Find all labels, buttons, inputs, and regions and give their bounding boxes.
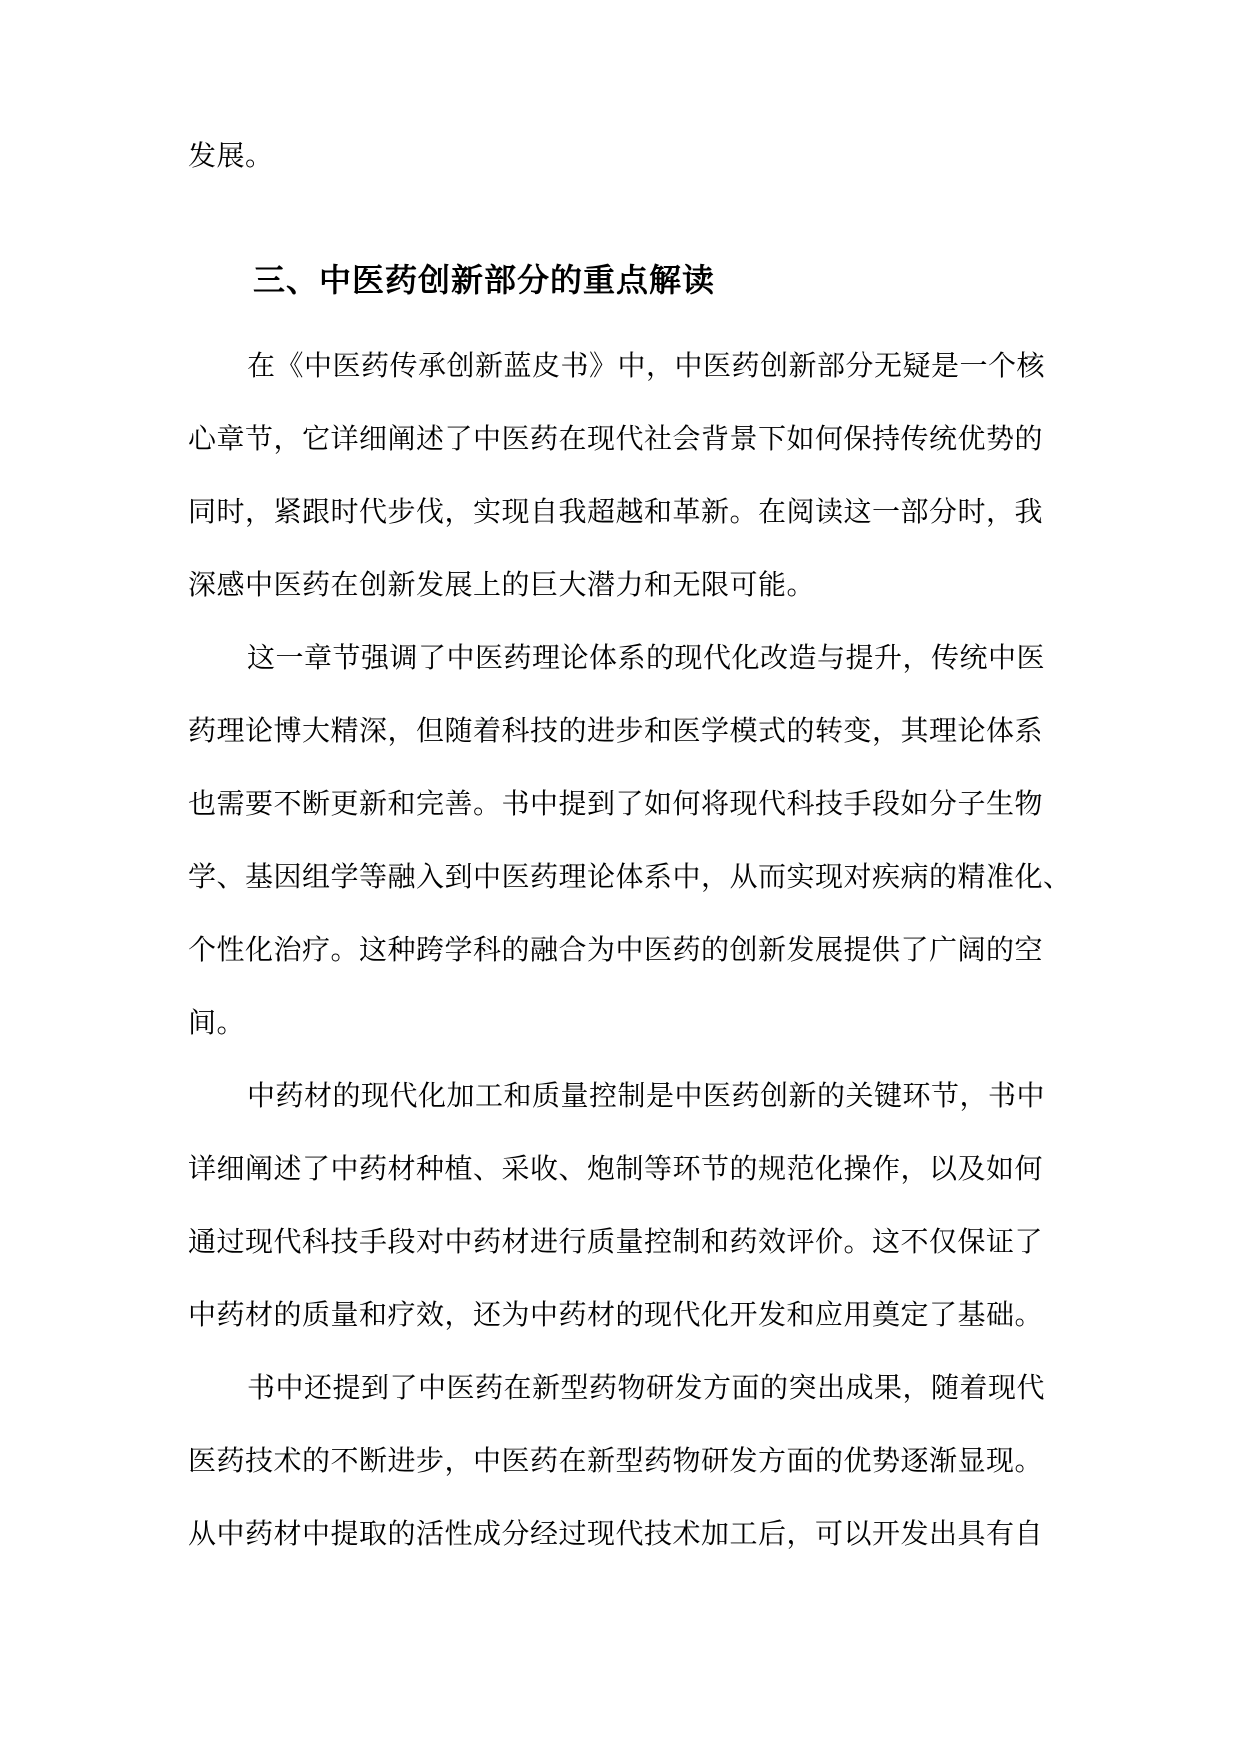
- paragraph-line: 心章节，它详细阐述了中医药在现代社会背景下如何保持传统优势的: [188, 422, 1044, 455]
- paragraph-line: 在《中医药传承创新蓝皮书》中，中医药创新部分无疑是一个核: [247, 349, 1046, 382]
- paragraph-line: 这一章节强调了中医药理论体系的现代化改造与提升，传统中医: [247, 641, 1046, 674]
- paragraph-line: 间。: [188, 1006, 246, 1039]
- paragraph-line: 从中药材中提取的活性成分经过现代技术加工后，可以开发出具有自: [188, 1517, 1044, 1550]
- paragraph-line: 书中还提到了中医药在新型药物研发方面的突出成果，随着现代: [247, 1371, 1046, 1404]
- text-line-top-fragment: 发展。: [188, 139, 274, 172]
- paragraph-line: 个性化治疗。这种跨学科的融合为中医药的创新发展提供了广阔的空: [188, 933, 1044, 966]
- paragraph-line: 中药材的质量和疗效，还为中药材的现代化开发和应用奠定了基础。: [188, 1298, 1044, 1331]
- paragraph-line: 详细阐述了中药材种植、采收、炮制等环节的规范化操作，以及如何: [188, 1152, 1044, 1185]
- paragraph-line: 学、基因组学等融入到中医药理论体系中，从而实现对疾病的精准化、: [188, 860, 1072, 893]
- paragraph-line: 中药材的现代化加工和质量控制是中医药创新的关键环节，书中: [247, 1079, 1046, 1112]
- paragraph-line: 医药技术的不断进步，中医药在新型药物研发方面的优势逐渐显现。: [188, 1444, 1044, 1477]
- paragraph-line: 深感中医药在创新发展上的巨大潜力和无限可能。: [188, 568, 816, 601]
- section-heading: 三、中医药创新部分的重点解读: [253, 261, 716, 299]
- paragraph-line: 药理论博大精深，但随着科技的进步和医学模式的转变，其理论体系: [188, 714, 1044, 747]
- paragraph-line: 通过现代科技手段对中药材进行质量控制和药效评价。这不仅保证了: [188, 1225, 1044, 1258]
- paragraph-line: 同时，紧跟时代步伐，实现自我超越和革新。在阅读这一部分时，我: [188, 495, 1044, 528]
- paragraph-line: 也需要不断更新和完善。书中提到了如何将现代科技手段如分子生物: [188, 787, 1044, 820]
